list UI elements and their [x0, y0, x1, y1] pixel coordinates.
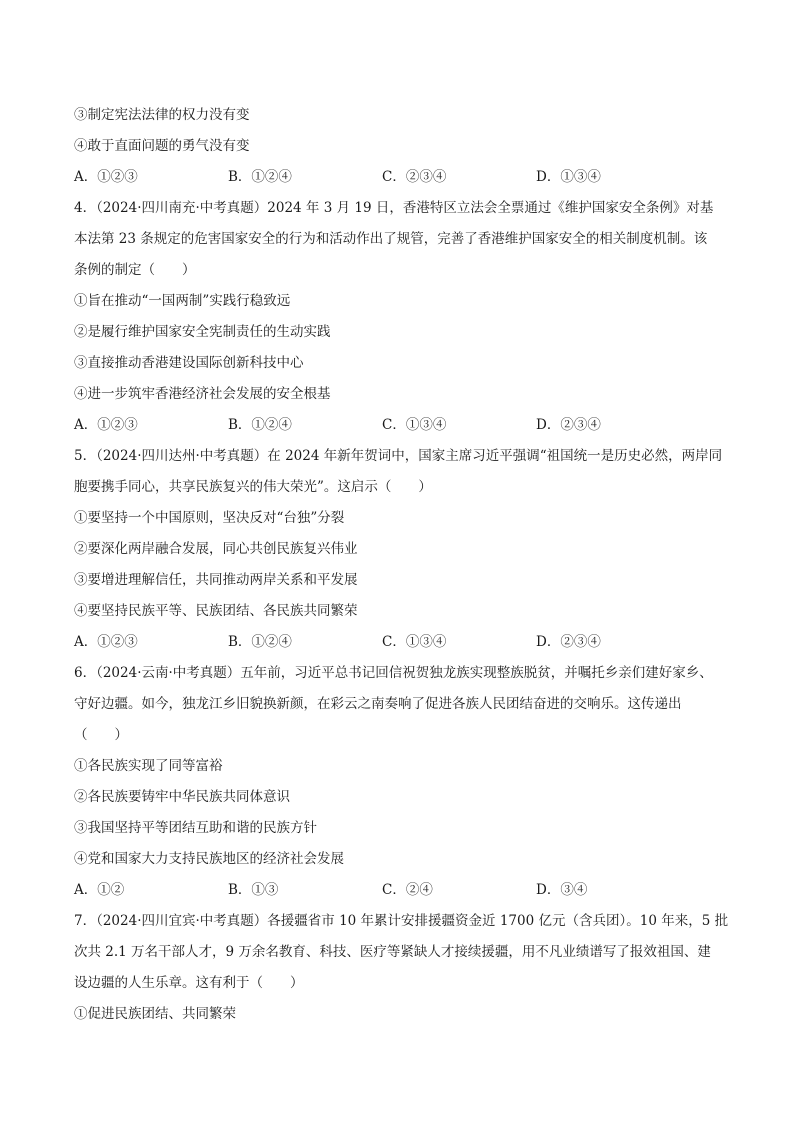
choice-item: ①旨在推动“一国两制”实践行稳致远 [74, 293, 291, 309]
option-c: C．①③④ [382, 417, 447, 433]
question-stem: 4．（2024·四川南充·中考真题）2024 年 3 月 19 日，香港特区立法会全票通过《维护国家安全条例》对基 [74, 200, 714, 216]
question-stem: 胞要携手同心，共享民族复兴的伟大荣光”。这启示（ ） [74, 479, 432, 495]
question-stem: 设边疆的人生乐章。这有利于（ ） [74, 975, 304, 991]
question-stem: 5．（2024·四川达州·中考真题）在 2024 年新年贺词中，国家主席习近平强调“祖国统一是历史必然，两岸同 [74, 448, 723, 464]
question-stem: 本法第 23 条规定的危害国家安全的行为和活动作出了规管，完善了香港维护国家安全的相关制度机制。该 [74, 231, 708, 247]
option-c: C．②③④ [382, 169, 447, 185]
option-c: C．①③④ [382, 634, 447, 650]
question-5 [74, 441, 734, 658]
choice-item: ③要增进理解信任，共同推动两岸关系和平发展 [74, 572, 358, 588]
choice-item: ④要坚持民族平等、民族团结、各民族共同繁荣 [74, 603, 358, 619]
choice-item: ①要坚持一个中国原则，坚决反对“台独”分裂 [74, 510, 345, 526]
question-6 [74, 658, 734, 906]
question-stem: 守好边疆。如今，独龙江乡旧貌换新颜，在彩云之南奏响了促进各族人民团结奋进的交响乐。这传递出 [74, 696, 682, 712]
question-4 [74, 193, 734, 441]
option-b: B．①②④ [228, 417, 292, 433]
question-stem: （ ） [74, 727, 128, 743]
question-stem: 条例的制定（ ） [74, 262, 196, 278]
answer-options [74, 162, 734, 193]
option-d: D．②③④ [536, 634, 601, 650]
choice-item: ③制定宪法法律的权力没有变 [74, 107, 250, 123]
option-a: A．①②③ [74, 417, 138, 433]
answer-options [74, 410, 734, 441]
option-b: B．①③ [228, 882, 279, 898]
option-a: A．①②③ [74, 634, 138, 650]
answer-options [74, 627, 734, 658]
choice-item: ②是履行维护国家安全宪制责任的生动实践 [74, 324, 331, 340]
question-stem: 6．（2024·云南·中考真题）五年前，习近平总书记回信祝贺独龙族实现整族脱贫，并嘱托乡亲们建好家乡、 [74, 665, 713, 681]
option-d: D．③④ [536, 882, 588, 898]
choice-item: ①促进民族团结、共同繁荣 [74, 1006, 236, 1022]
exam-page [74, 100, 734, 1030]
option-b: B．①②④ [228, 634, 292, 650]
choice-item: ④敢于直面问题的勇气没有变 [74, 138, 250, 154]
choice-item: ③直接推动香港建设国际创新科技中心 [74, 355, 304, 371]
question-3 [74, 100, 734, 193]
choice-item: ③我国坚持平等团结互助和谐的民族方针 [74, 820, 317, 836]
choice-item: ②要深化两岸融合发展，同心共创民族复兴伟业 [74, 541, 358, 557]
choice-item: ①各民族实现了同等富裕 [74, 758, 223, 774]
choice-item: ②各民族要铸牢中华民族共同体意识 [74, 789, 290, 805]
option-d: D．①③④ [536, 169, 601, 185]
choice-item: ④党和国家大力支持民族地区的经济社会发展 [74, 851, 344, 867]
question-7 [74, 906, 734, 1030]
option-a: A．①② [74, 882, 125, 898]
option-a: A．①②③ [74, 169, 138, 185]
question-stem: 次共 2.1 万名干部人才，9 万余名教育、科技、医疗等紧缺人才接续援疆，用不凡业绩谱写了报效祖国、建 [74, 944, 711, 960]
answer-options [74, 875, 734, 906]
option-b: B．①②④ [228, 169, 292, 185]
option-c: C．②④ [382, 882, 433, 898]
option-d: D．②③④ [536, 417, 601, 433]
question-stem: 7．（2024·四川宜宾·中考真题）各援疆省市 10 年累计安排援疆资金近 1700 亿元（含兵团）。10 年来，5 批 [74, 913, 729, 929]
choice-item: ④进一步筑牢香港经济社会发展的安全根基 [74, 386, 331, 402]
